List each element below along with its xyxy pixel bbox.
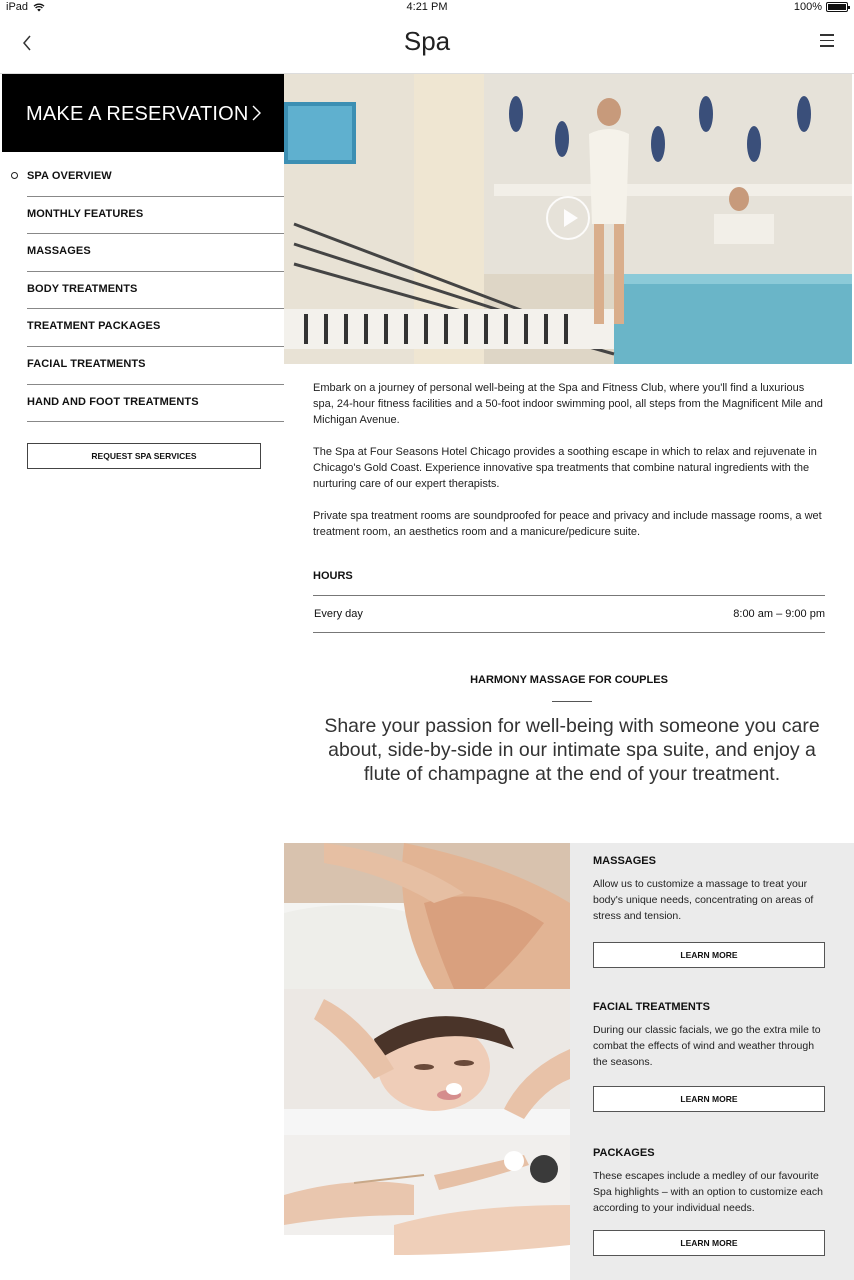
- device-label: iPad: [6, 1, 29, 13]
- intro-paragraph: Embark on a journey of personal well-being at the Spa and Fitness Club, where you'll find a luxurious spa, 24-hour fitness facilities and a 50-foot indoor swimming pool, all steps from the Magnificent Mile and Michigan Avenue.: [313, 382, 823, 426]
- sidebar-nav: [2, 159, 284, 422]
- status-bar: [0, 0, 854, 16]
- card-description: Allow us to customize a massage to treat your body's unique needs, concentrating on areas of stress and tension.: [593, 878, 814, 922]
- sidebar-item-massages[interactable]: MASSAGES: [27, 234, 284, 272]
- promo-divider: [552, 701, 592, 702]
- make-reservation-button[interactable]: [2, 74, 284, 152]
- card-title: MASSAGES: [593, 855, 656, 867]
- page-title: Spa: [403, 26, 451, 56]
- card-title: FACIAL TREATMENTS: [593, 1001, 710, 1013]
- menu-button[interactable]: [820, 34, 834, 48]
- intro-paragraph: The Spa at Four Seasons Hotel Chicago provides a soothing escape in which to relax and rejuvenate in Chicago's Gold Coast. Experience innovative spa treatments that combine natural ingredients with the nurturing care of our expert therapists.: [313, 446, 817, 490]
- learn-more-button[interactable]: LEARN MORE: [593, 1086, 825, 1112]
- card-description: During our classic facials, we go the extra mile to combat the effects of wind and weather through the seasons.: [593, 1024, 821, 1068]
- request-spa-services-button[interactable]: REQUEST SPA SERVICES: [27, 443, 261, 469]
- intro-paragraph: Private spa treatment rooms are soundproofed for peace and privacy and include massage rooms, a wet treatment room, an aesthetics room and a manicure/pedicure suite.: [313, 510, 822, 538]
- sidebar-item-hand-and-foot-treatments[interactable]: HAND AND FOOT TREATMENTS: [27, 385, 284, 423]
- hours-row: [313, 595, 825, 633]
- clock: 4:21 PM: [406, 1, 448, 13]
- hero-video[interactable]: [284, 74, 852, 364]
- card-description: These escapes include a medley of our favourite Spa highlights – with an option to customize each according to your individual needs.: [593, 1170, 823, 1214]
- promo-heading: HARMONY MASSAGE FOR COUPLES: [470, 674, 668, 686]
- learn-more-button[interactable]: LEARN MORE: [593, 1230, 825, 1256]
- hours-time: 8:00 am – 9:00 pm: [733, 608, 825, 620]
- sidebar-item-facial-treatments[interactable]: FACIAL TREATMENTS: [27, 347, 284, 385]
- card-massages: [284, 843, 854, 989]
- chevron-right-icon: [250, 104, 262, 122]
- sidebar-item-body-treatments[interactable]: BODY TREATMENTS: [27, 272, 284, 310]
- hours-day: Every day: [314, 608, 363, 620]
- card-title: PACKAGES: [593, 1147, 655, 1159]
- active-dot-icon: [11, 172, 18, 179]
- card-facial-treatments: [284, 989, 854, 1135]
- sidebar: [2, 74, 284, 1280]
- card-packages: [284, 1135, 854, 1280]
- hours-heading: HOURS: [313, 570, 353, 582]
- intro-text: [313, 380, 825, 556]
- hamburger-icon: [820, 34, 834, 47]
- learn-more-button[interactable]: LEARN MORE: [593, 942, 825, 968]
- sidebar-item-monthly-features[interactable]: MONTHLY FEATURES: [27, 197, 284, 235]
- facial-photo: [284, 989, 570, 1135]
- battery-percent: 100%: [793, 1, 822, 13]
- sidebar-item-spa-overview[interactable]: SPA OVERVIEW: [27, 159, 284, 197]
- sidebar-item-treatment-packages[interactable]: TREATMENT PACKAGES: [27, 309, 284, 347]
- promo-text: Share your passion for well-being with someone you care about, side-by-side in our intimate spa suite, and enjoy a flute of champagne at the end of your treatment.: [324, 715, 820, 785]
- navigation-bar: [0, 16, 854, 74]
- manicure-photo: [284, 1135, 570, 1280]
- reservation-label: MAKE A RESERVATION: [26, 103, 249, 125]
- massage-photo: [284, 843, 570, 989]
- battery-icon: [826, 2, 848, 12]
- play-icon[interactable]: [546, 196, 590, 240]
